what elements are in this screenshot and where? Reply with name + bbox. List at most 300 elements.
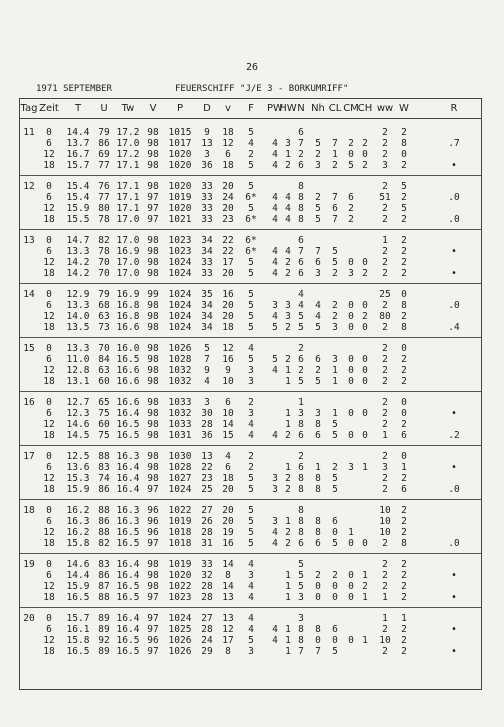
day-group: [20, 343, 481, 397]
table-row: [20, 160, 481, 172]
cell-cl: 1: [332, 376, 338, 387]
cell-v: 12: [222, 138, 234, 149]
cell-d: 27: [201, 505, 213, 516]
cell-t: 16.3: [66, 516, 90, 527]
cell-zeit: 12: [43, 581, 55, 592]
cell-w: 2: [401, 646, 407, 657]
cell-v: 20: [222, 268, 234, 279]
cell-w: 2: [401, 268, 407, 279]
cell-p: 1024: [168, 268, 192, 279]
cell-v: 20: [222, 181, 234, 192]
cell-r: .2: [448, 430, 460, 441]
cell-v: 12: [222, 624, 234, 635]
cell-tw: 17.0: [116, 138, 140, 149]
cell-hw: 3: [285, 138, 291, 149]
cell-u: 63: [98, 311, 110, 322]
cell-d: 33: [201, 192, 213, 203]
cell-pw: 4: [272, 214, 278, 225]
cell-r: .4: [448, 322, 460, 333]
cell-zeit: 6: [46, 570, 52, 581]
cell-w: 2: [401, 592, 407, 603]
cell-cm: 3: [348, 462, 354, 473]
cell-n: 8: [298, 419, 304, 430]
cell-p: 1032: [168, 365, 192, 376]
cell-v: 97: [147, 624, 159, 635]
cell-ch: 0: [362, 322, 368, 333]
cell-nh: 2: [315, 365, 321, 376]
cell-v: 98: [147, 235, 159, 246]
cell-ww: 10: [379, 635, 391, 646]
cell-w: 2: [401, 235, 407, 246]
cell-v: 6: [225, 462, 231, 473]
cell-zeit: 0: [46, 181, 52, 192]
cell-hw: 2: [285, 538, 291, 549]
cell-t: 14.2: [66, 257, 90, 268]
cell-f: 5: [248, 516, 254, 527]
cell-tw: 16.9: [116, 246, 140, 257]
cell-r: •: [451, 268, 457, 279]
cell-w: 0: [401, 289, 407, 300]
cell-w: 5: [401, 203, 407, 214]
cell-v: 13: [222, 592, 234, 603]
cell-w: 2: [401, 311, 407, 322]
cell-t: 14.5: [66, 430, 90, 441]
cell-t: 16.2: [66, 505, 90, 516]
cell-f: 5: [248, 538, 254, 549]
cell-zeit: 0: [46, 289, 52, 300]
cell-w: 2: [401, 257, 407, 268]
cell-t: 16.5: [66, 646, 90, 657]
cell-ww: 2: [382, 354, 388, 365]
cell-d: 3: [204, 397, 210, 408]
cell-nh: 8: [315, 516, 321, 527]
cell-hw: 2: [285, 322, 291, 333]
cell-p: 1031: [168, 430, 192, 441]
cell-v: 18: [222, 127, 234, 138]
cell-ww: 2: [382, 484, 388, 495]
cell-cl: 0: [332, 592, 338, 603]
cell-v: 12: [222, 343, 234, 354]
cell-d: 33: [201, 268, 213, 279]
cell-tw: 16.4: [116, 624, 140, 635]
column-header: N: [297, 103, 305, 114]
cell-n: 2: [298, 149, 304, 160]
cell-cm: 0: [348, 592, 354, 603]
cell-ww: 2: [382, 203, 388, 214]
cell-ww: 2: [382, 581, 388, 592]
cell-tw: 17.1: [116, 203, 140, 214]
header-title: FEUERSCHIFF "J/E 3 - BORKUMRIFF": [175, 84, 349, 94]
day-group: [20, 181, 481, 235]
cell-ch: 0: [362, 538, 368, 549]
cell-u: 89: [98, 624, 110, 635]
cell-u: 65: [98, 397, 110, 408]
cell-tw: 16.6: [116, 365, 140, 376]
cell-f: 3: [248, 570, 254, 581]
cell-v: 98: [147, 138, 159, 149]
cell-p: 1026: [168, 646, 192, 657]
cell-ww: 2: [382, 408, 388, 419]
header-date: 1971 SEPTEMBER: [36, 84, 112, 94]
cell-tw: 16.0: [116, 343, 140, 354]
cell-nh: 0: [315, 581, 321, 592]
cell-n: 8: [298, 473, 304, 484]
cell-u: 77: [98, 160, 110, 171]
cell-f: 4: [248, 613, 254, 624]
cell-cl: 1: [332, 408, 338, 419]
cell-v: 17: [222, 635, 234, 646]
cell-hw: 2: [285, 484, 291, 495]
cell-v: 14: [222, 419, 234, 430]
cell-n: 2: [298, 343, 304, 354]
cell-w: 2: [401, 559, 407, 570]
cell-zeit: 12: [43, 419, 55, 430]
cell-w: 2: [401, 160, 407, 171]
cell-n: 7: [298, 246, 304, 257]
cell-zeit: 0: [46, 451, 52, 462]
day-group: [20, 289, 481, 343]
cell-n: 2: [298, 365, 304, 376]
cell-cl: 1: [332, 149, 338, 160]
cell-nh: 4: [315, 300, 321, 311]
cell-t: 15.7: [66, 160, 90, 171]
cell-n: 8: [298, 505, 304, 516]
cell-w: 2: [401, 246, 407, 257]
cell-d: 33: [201, 257, 213, 268]
cell-cm: 0: [348, 354, 354, 365]
cell-f: 5: [248, 322, 254, 333]
cell-p: 1020: [168, 181, 192, 192]
table-row: [20, 376, 481, 388]
cell-zeit: 18: [43, 214, 55, 225]
cell-nh: 7: [315, 646, 321, 657]
cell-n: 6: [298, 462, 304, 473]
cell-tw: 16.4: [116, 462, 140, 473]
cell-tw: 16.5: [116, 592, 140, 603]
cell-cl: 7: [332, 192, 338, 203]
cell-u: 87: [98, 581, 110, 592]
cell-f: 4: [248, 624, 254, 635]
cell-zeit: 0: [46, 235, 52, 246]
cell-t: 12.7: [66, 397, 90, 408]
cell-w: 2: [401, 419, 407, 430]
cell-zeit: 0: [46, 559, 52, 570]
cell-n: 5: [298, 581, 304, 592]
cell-t: 14.0: [66, 311, 90, 322]
cell-w: 8: [401, 138, 407, 149]
cell-u: 78: [98, 246, 110, 257]
cell-v: 98: [147, 559, 159, 570]
cell-pw: 4: [272, 365, 278, 376]
cell-v: 98: [147, 311, 159, 322]
cell-ch: 2: [362, 581, 368, 592]
cell-n: 3: [298, 408, 304, 419]
cell-f: 3: [248, 376, 254, 387]
table-row: [20, 646, 481, 658]
cell-zeit: 0: [46, 397, 52, 408]
cell-u: 82: [98, 538, 110, 549]
cell-pw: 5: [272, 354, 278, 365]
cell-ww: 2: [382, 214, 388, 225]
cell-f: 5: [248, 311, 254, 322]
cell-u: 84: [98, 354, 110, 365]
cell-zeit: 6: [46, 408, 52, 419]
cell-f: 6*: [245, 192, 257, 203]
cell-v: 97: [147, 613, 159, 624]
cell-d: 33: [201, 214, 213, 225]
cell-pw: 3: [272, 473, 278, 484]
cell-hw: 2: [285, 430, 291, 441]
cell-w: 0: [401, 343, 407, 354]
cell-r: •: [451, 646, 457, 657]
cell-ww: 2: [382, 343, 388, 354]
cell-n: 6: [298, 354, 304, 365]
cell-d: 27: [201, 613, 213, 624]
cell-u: 86: [98, 516, 110, 527]
cell-cl: 5: [332, 419, 338, 430]
cell-tw: 17.0: [116, 235, 140, 246]
cell-d: 32: [201, 570, 213, 581]
cell-n: 8: [298, 624, 304, 635]
cell-t: 16.1: [66, 624, 90, 635]
cell-cl: 5: [332, 430, 338, 441]
day-separator: [20, 229, 481, 230]
cell-d: 36: [201, 430, 213, 441]
cell-zeit: 6: [46, 246, 52, 257]
cell-t: 13.3: [66, 246, 90, 257]
cell-cm: 3: [348, 268, 354, 279]
day-group: [20, 451, 481, 505]
cell-tw: 16.6: [116, 397, 140, 408]
cell-ch: 0: [362, 408, 368, 419]
cell-cm: 2: [348, 214, 354, 225]
cell-ch: 2: [362, 160, 368, 171]
cell-p: 1019: [168, 192, 192, 203]
cell-n: 7: [298, 138, 304, 149]
cell-zeit: 12: [43, 149, 55, 160]
cell-p: 1024: [168, 257, 192, 268]
cell-cl: 5: [332, 484, 338, 495]
cell-p: 1032: [168, 408, 192, 419]
cell-nh: 5: [315, 203, 321, 214]
cell-v: 98: [147, 257, 159, 268]
cell-nh: 8: [315, 484, 321, 495]
cell-pw: 4: [272, 246, 278, 257]
cell-t: 12.5: [66, 451, 90, 462]
table-row: [20, 268, 481, 280]
cell-r: •: [451, 462, 457, 473]
cell-f: 5: [248, 127, 254, 138]
cell-hw: 2: [285, 354, 291, 365]
cell-tw: 17.0: [116, 268, 140, 279]
cell-n: 8: [298, 484, 304, 495]
cell-hw: 1: [285, 646, 291, 657]
cell-nh: 5: [315, 214, 321, 225]
cell-v: 22: [222, 235, 234, 246]
cell-t: 14.2: [66, 268, 90, 279]
cell-v: 8: [225, 570, 231, 581]
cell-v: 16: [222, 538, 234, 549]
cell-zeit: 0: [46, 505, 52, 516]
page-number: 26: [245, 62, 259, 73]
cell-v: 98: [147, 181, 159, 192]
cell-ww: 25: [379, 289, 391, 300]
cell-ch: 1: [362, 635, 368, 646]
cell-nh: 6: [315, 430, 321, 441]
column-header: Tag: [20, 103, 38, 114]
cell-p: 1024: [168, 613, 192, 624]
cell-v: 97: [147, 538, 159, 549]
cell-w: 2: [401, 527, 407, 538]
cell-cl: 0: [332, 527, 338, 538]
cell-tw: 16.5: [116, 430, 140, 441]
cell-v: 98: [147, 408, 159, 419]
cell-w: 2: [401, 354, 407, 365]
cell-tw: 17.0: [116, 257, 140, 268]
cell-v: 17: [222, 257, 234, 268]
cell-cm: 0: [348, 322, 354, 333]
cell-r: •: [451, 408, 457, 419]
cell-hw: 1: [285, 635, 291, 646]
cell-p: 1024: [168, 322, 192, 333]
day-group: [20, 559, 481, 613]
table-header: [20, 99, 481, 119]
cell-v: 14: [222, 559, 234, 570]
cell-t: 14.4: [66, 570, 90, 581]
cell-hw: 1: [285, 149, 291, 160]
cell-f: 3: [248, 365, 254, 376]
cell-tw: 16.5: [116, 419, 140, 430]
cell-hw: 1: [285, 570, 291, 581]
cell-p: 1033: [168, 397, 192, 408]
cell-tw: 16.3: [116, 516, 140, 527]
cell-f: 5: [248, 160, 254, 171]
cell-p: 1017: [168, 138, 192, 149]
cell-t: 13.5: [66, 322, 90, 333]
cell-ch: 1: [362, 570, 368, 581]
cell-hw: 1: [285, 408, 291, 419]
cell-n: 5: [298, 559, 304, 570]
cell-d: 34: [201, 322, 213, 333]
cell-v: 16: [222, 289, 234, 300]
cell-t: 15.3: [66, 473, 90, 484]
cell-nh: 8: [315, 624, 321, 635]
cell-w: 2: [401, 365, 407, 376]
cell-v: 96: [147, 635, 159, 646]
table-body: [20, 119, 481, 689]
cell-v: 98: [147, 397, 159, 408]
column-header: W: [399, 103, 409, 114]
cell-d: 28: [201, 527, 213, 538]
cell-d: 33: [201, 181, 213, 192]
cell-v: 97: [147, 203, 159, 214]
cell-pw: 3: [272, 300, 278, 311]
cell-r: •: [451, 160, 457, 171]
cell-w: 0: [401, 149, 407, 160]
cell-t: 14.4: [66, 127, 90, 138]
cell-u: 77: [98, 192, 110, 203]
cell-u: 60: [98, 419, 110, 430]
cell-hw: 1: [285, 365, 291, 376]
column-header: Zeit: [39, 103, 59, 114]
cell-f: 6*: [245, 214, 257, 225]
cell-d: 35: [201, 289, 213, 300]
cell-p: 1027: [168, 473, 192, 484]
cell-pw: 4: [272, 624, 278, 635]
cell-hw: 1: [285, 592, 291, 603]
cell-d: 23: [201, 473, 213, 484]
cell-pw: 3: [272, 484, 278, 495]
cell-nh: 2: [315, 149, 321, 160]
day-separator: [20, 391, 481, 392]
cell-zeit: 6: [46, 192, 52, 203]
cell-f: 5: [248, 635, 254, 646]
column-header: ww: [376, 103, 394, 114]
cell-cl: 5: [332, 246, 338, 257]
cell-nh: 2: [315, 192, 321, 203]
cell-cl: 6: [332, 203, 338, 214]
cell-ch: 0: [362, 365, 368, 376]
column-header: PW: [267, 103, 283, 114]
cell-v: 23: [222, 214, 234, 225]
cell-p: 1024: [168, 311, 192, 322]
day-label: 13: [23, 235, 35, 246]
cell-v: 4: [225, 451, 231, 462]
day-label: 16: [23, 397, 35, 408]
cell-u: 60: [98, 376, 110, 387]
cell-w: 2: [401, 376, 407, 387]
cell-d: 4: [204, 376, 210, 387]
cell-v: 98: [147, 160, 159, 171]
cell-d: 24: [201, 635, 213, 646]
cell-cm: 2: [348, 138, 354, 149]
cell-t: 15.8: [66, 538, 90, 549]
cell-v: 98: [147, 300, 159, 311]
cell-zeit: 6: [46, 462, 52, 473]
cell-cl: 0: [332, 581, 338, 592]
cell-f: 5: [248, 484, 254, 495]
cell-n: 5: [298, 376, 304, 387]
cell-tw: 16.6: [116, 376, 140, 387]
cell-zeit: 6: [46, 354, 52, 365]
cell-p: 1026: [168, 635, 192, 646]
cell-t: 13.7: [66, 138, 90, 149]
cell-nh: 1: [315, 462, 321, 473]
cell-cl: 2: [332, 160, 338, 171]
cell-r: .0: [448, 484, 460, 495]
cell-ww: 2: [382, 138, 388, 149]
cell-r: .0: [448, 214, 460, 225]
cell-d: 28: [201, 624, 213, 635]
cell-t: 16.5: [66, 592, 90, 603]
cell-f: 3: [248, 646, 254, 657]
day-label: 17: [23, 451, 35, 462]
cell-v: 18: [222, 473, 234, 484]
cell-n: 6: [298, 127, 304, 138]
cell-hw: 2: [285, 527, 291, 538]
cell-v: 98: [147, 268, 159, 279]
cell-cl: 2: [332, 268, 338, 279]
cell-pw: 4: [272, 538, 278, 549]
cell-d: 31: [201, 538, 213, 549]
cell-w: 2: [401, 505, 407, 516]
cell-tw: 16.4: [116, 570, 140, 581]
cell-ww: 2: [382, 246, 388, 257]
cell-f: 4: [248, 419, 254, 430]
cell-w: 2: [401, 214, 407, 225]
cell-r: •: [451, 570, 457, 581]
cell-cl: 1: [332, 365, 338, 376]
